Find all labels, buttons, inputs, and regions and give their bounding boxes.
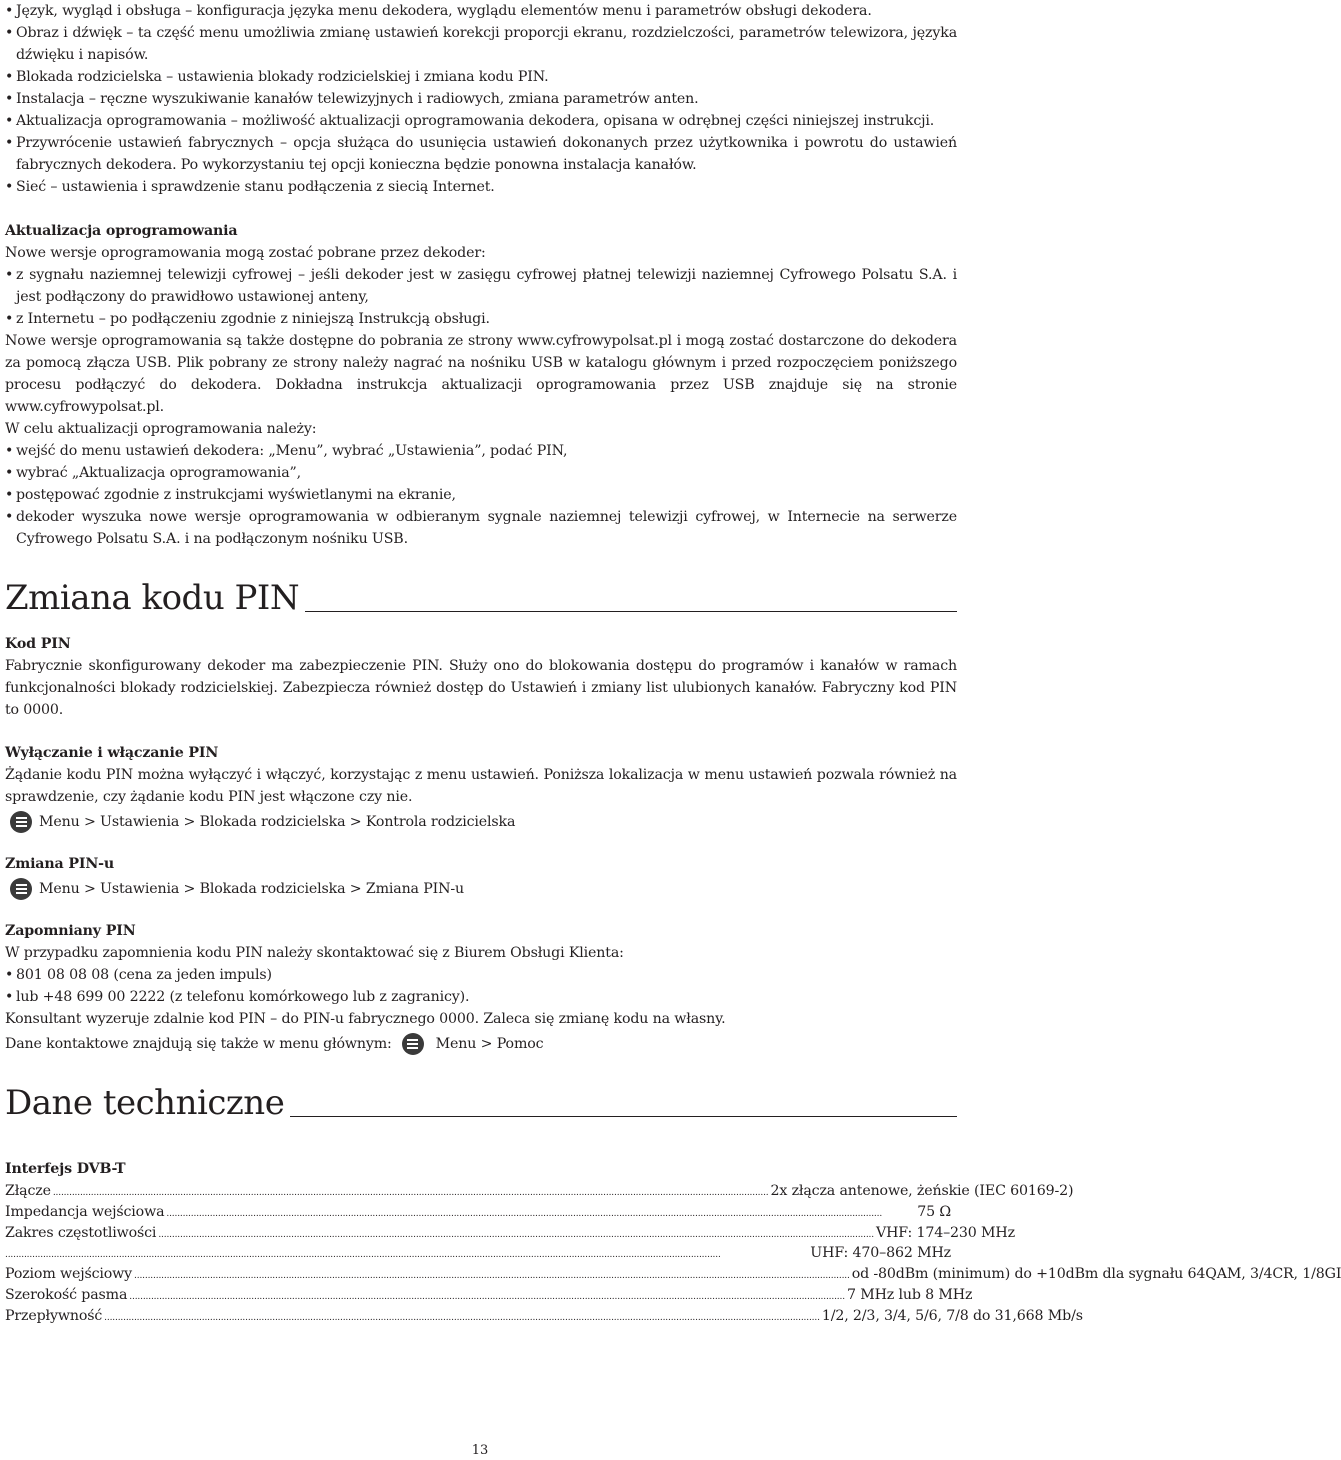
- tech-section: [5, 1159, 1341, 1326]
- spec-row: [5, 1201, 951, 1222]
- kod-pin-heading: Kod PIN: [5, 636, 71, 652]
- document-page: [5, 0, 1341, 1326]
- leader-dots: ........................................................................................................................................................................................................................................................................: [52, 1188, 769, 1198]
- leader-dots: ........................................................................................................................................................................................................................................................................: [5, 1250, 721, 1261]
- spec-key: Złącze: [5, 1183, 51, 1199]
- list-item: • Język, wygląd i obsługa – konfiguracja języka menu dekodera, wyglądu elementów menu i parametrów obsługi dekodera.: [5, 0, 957, 22]
- spec-value: VHF: 174–230 MHz: [875, 1224, 1015, 1241]
- spec-value: 7 MHz lub 8 MHz: [846, 1286, 973, 1303]
- contact-line: [5, 1033, 957, 1055]
- forgot-pin-intro: W przypadku zapomnienia kodu PIN należy skontaktować się z Biurem Obsługi Klienta:: [5, 945, 624, 961]
- list-item: • wejść do menu ustawień dekodera: „Menu”, wybrać „Ustawienia”, podać PIN,: [5, 440, 957, 462]
- menu-icon: [402, 1033, 424, 1055]
- spec-value: 75 Ω: [917, 1203, 951, 1220]
- list-item: • Obraz i dźwięk – ta część menu umożliwia zmianę ustawień korekcji proporcji ekranu, rozdzielczości, parametrów telewizora, języka dźwięku i napisów.: [5, 22, 957, 66]
- update-intro: Nowe wersje oprogramowania mogą zostać pobrane przez dekoder:: [5, 245, 486, 261]
- spec-key: Przepływność: [5, 1307, 103, 1324]
- list-item: • Instalacja – ręczne wyszukiwanie kanałów telewizyjnych i radiowych, zmiana parametrów anten.: [5, 88, 957, 110]
- kod-pin-text: Fabrycznie skonfigurowany dekoder ma zabezpieczenie PIN. Służy ono do blokowania dostępu do programów i kanałów w ramach funkcjonalności blokady rodzicielskiej. Zabezpiecza również dostęp do Ustawień i zmiany list ulubionych kanałów. Fabryczny kod PIN to 0000.: [5, 658, 957, 718]
- contact-text: Dane kontaktowe znajdują się także w menu głównym:: [5, 1036, 392, 1052]
- menu-path: [5, 811, 957, 833]
- list-item: • Blokada rodzicielska – ustawienia blokady rodzicielskiej i zmiana kodu PIN.: [5, 66, 957, 88]
- menu-icon: [10, 811, 32, 833]
- list-item: • z sygnału naziemnej telewizji cyfrowej – jeśli dekoder jest w zasięgu cyfrowej płatnej telewizji naziemnej Cyfrowego Polsatu S.A. i jest podłączony do prawidłowo ustawionej anteny,: [5, 264, 957, 308]
- section-title-tech: [5, 1078, 957, 1134]
- spec-key: Poziom wejściowy: [5, 1266, 133, 1283]
- spec-value: od -80dBm (minimum) do +10dBm dla sygnału 64QAM, 3/4CR, 1/8GI: [851, 1266, 1341, 1283]
- spec-row: [5, 1305, 1083, 1326]
- menu-path-text: Menu > Pomoc: [435, 1036, 544, 1052]
- spec-row: [5, 1263, 1341, 1284]
- spec-value: UHF: 470–862 MHz: [810, 1245, 951, 1262]
- menu-path-text: Menu > Ustawienia > Blokada rodzicielska > Kontrola rodzicielska: [39, 814, 516, 830]
- leader-dots: ........................................................................................................................................................................................................................................................................: [129, 1291, 845, 1302]
- menu-icon: [10, 878, 32, 900]
- toggle-pin-heading: Wyłączanie i włączanie PIN: [5, 745, 219, 761]
- leader-dots: ........................................................................................................................................................................................................................................................................: [158, 1229, 874, 1240]
- leader-dots: ........................................................................................................................................................................................................................................................................: [104, 1312, 820, 1323]
- update-steps-intro: W celu aktualizacji oprogramowania należy:: [5, 421, 317, 437]
- spec-table: [5, 1180, 1341, 1326]
- spec-key: Impedancja wejściowa: [5, 1203, 165, 1220]
- update-section: [5, 220, 957, 550]
- tech-section-title: Dane techniczne: [5, 1083, 290, 1123]
- list-item: • postępować zgodnie z instrukcjami wyświetlanymi na ekranie,: [5, 484, 957, 506]
- list-item: • wybrać „Aktualizacja oprogramowania”,: [5, 462, 957, 484]
- spec-value: 1/2, 2/3, 3/4, 5/6, 7/8 do 31,668 Mb/s: [821, 1307, 1083, 1324]
- spec-row: [5, 1180, 1074, 1201]
- list-item: • Sieć – ustawienia i sprawdzenie stanu podłączenia z siecią Internet.: [5, 176, 957, 198]
- section-title-pin: [5, 573, 957, 629]
- leader-dots: ........................................................................................................................................................................................................................................................................: [166, 1208, 883, 1219]
- change-pin-heading: Zmiana PIN-u: [5, 856, 115, 872]
- update-paragraph: Nowe wersje oprogramowania są także dostępne do pobrania ze strony www.cyfrowypolsat.pl i mogą zostać dostarczone do dekodera za pomocą złącza USB. Plik pobrany ze strony należy nagrać na nośniku USB w katalogu głównym i przed rozpoczęciem poniższego procesu podłączyć do dekodera. Dokładna instrukcja aktualizacji oprogramowania przez USB znajduje się na stronie www.cyfrowypolsat.pl.: [5, 333, 957, 415]
- pin-section: [5, 633, 957, 1055]
- leader-dots: ........................................................................................................................................................................................................................................................................: [134, 1271, 850, 1282]
- list-item: • dekoder wyszuka nowe wersje oprogramowania w odbieranym sygnale naziemnej telewizji cyfrowej, w Internecie na serwerze Cyfrowego Polsatu S.A. i na podłączonym nośniku USB.: [5, 506, 957, 550]
- page-number: 13: [471, 1443, 489, 1458]
- tech-subheading: Interfejs DVB-T: [5, 1161, 126, 1177]
- forgot-pin-heading: Zapomniany PIN: [5, 923, 136, 939]
- list-item: • Przywrócenie ustawień fabrycznych – opcja służąca do usunięcia ustawień dokonanych przez użytkownika i powrotu do ustawień fabrycznych dekodera. Po wykorzystaniu tej opcji konieczna będzie ponowna instalacja kanałów.: [5, 132, 957, 176]
- settings-list: [5, 0, 957, 198]
- menu-path-text: Menu > Ustawienia > Blokada rodzicielska > Zmiana PIN-u: [39, 881, 464, 897]
- toggle-pin-text: Żądanie kodu PIN można wyłączyć i włączyć, korzystając z menu ustawień. Poniższa lokalizacja w menu ustawień pozwala również na sprawdzenie, czy żądanie kodu PIN jest włączone czy nie.: [5, 767, 957, 805]
- spec-row: [5, 1222, 1015, 1243]
- reset-text: Konsultant wyzeruje zdalnie kod PIN – do PIN-u fabrycznego 0000. Zaleca się zmianę kodu na własny.: [5, 1011, 726, 1027]
- list-item: • z Internetu – po podłączeniu zgodnie z niniejszą Instrukcją obsługi.: [5, 308, 957, 330]
- menu-path: [5, 878, 957, 900]
- list-item: • Aktualizacja oprogramowania – możliwość aktualizacji oprogramowania dekodera, opisana w odrębnej części niniejszej instrukcji.: [5, 110, 957, 132]
- spec-key: Szerokość pasma: [5, 1286, 128, 1303]
- update-heading: Aktualizacja oprogramowania: [5, 223, 238, 239]
- spec-row: [5, 1284, 973, 1305]
- spec-key: Zakres częstotliwości: [5, 1224, 157, 1241]
- pin-section-title: Zmiana kodu PIN: [5, 578, 305, 618]
- spec-value: 2x złącza antenowe, żeńskie (IEC 60169-2): [770, 1183, 1074, 1199]
- list-item: • lub +48 699 00 2222 (z telefonu komórkowego lub z zagranicy).: [5, 986, 957, 1008]
- list-item: • 801 08 08 08 (cena za jeden impuls): [5, 964, 957, 986]
